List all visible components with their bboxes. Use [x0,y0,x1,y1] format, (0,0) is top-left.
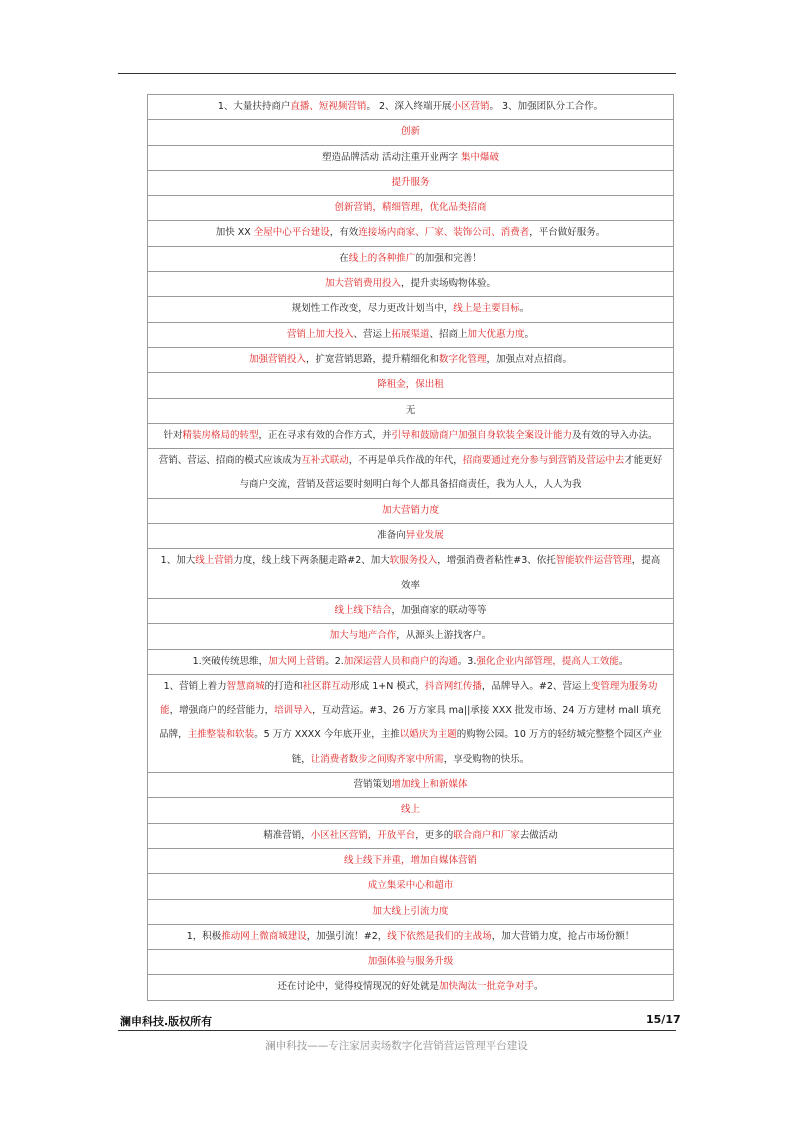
cell-text: ，不再是单兵作战的年代， [348,455,463,467]
highlight-text: 加大与地产合作 [329,630,397,642]
table-cell [148,924,674,949]
cell-text: 。 3、加强团队分工合作。 [489,101,604,112]
table-row [148,823,674,848]
cell-text: 。 [519,303,530,315]
cell-text: 。2. [325,655,344,667]
highlight-text: 联合商户和厂家 [453,829,520,841]
table-row [148,246,674,271]
table-row [148,975,674,1000]
table-cell [148,524,674,549]
table-row [148,347,674,372]
table-cell [148,322,674,347]
cell-text: ，加强点对点招商。 [486,353,573,365]
cell-text: ，平台做好服务。 [529,227,606,239]
cell-text: ，从源头上游找客户。 [396,630,492,642]
cell-text: 营销策划 [353,779,392,791]
table-row [148,120,674,145]
highlight-text: 互补式联动 [301,455,349,467]
cell-text: 营销、营运、招商的模式应该成为 [158,455,302,467]
highlight-text: 加大营销力度 [381,504,439,516]
highlight-text: 抖音网红传播 [424,680,482,692]
highlight-text: 线下依然是我们的主战场 [387,930,492,942]
cell-text: 精准营销， [263,829,311,841]
table-cell [148,649,674,674]
table-cell [148,975,674,1000]
table-body [148,95,674,1001]
table-row [148,373,674,398]
footer-copyright: 澜申科技.版权所有 [120,1015,213,1028]
table-row [148,196,674,221]
table-cell [148,246,674,271]
table-row [148,773,674,798]
highlight-text: 智慧商城 [226,680,265,692]
cell-text: 加快 XX [215,227,254,239]
cell-text: 。 [618,655,629,667]
cell-text: ，提高效率 [400,555,661,591]
table-cell [148,347,674,372]
cell-text: ，增强商户的经营能力， [169,705,275,717]
highlight-text: 加强体验与服务升级 [367,956,454,968]
highlight-text: 集中爆破 [461,151,500,163]
table-cell [148,95,674,120]
page-number: 15/17 [646,1013,681,1026]
highlight-text: 创新 [400,126,420,138]
highlight-text: 全屋中心平台建设 [253,227,330,239]
highlight-text: 软服务投入 [389,555,438,567]
cell-text: 。 2、深入终端开展 [366,101,452,112]
cell-text: 。 [534,981,544,993]
table-row [148,848,674,873]
table-cell [148,773,674,798]
table-row [148,924,674,949]
cell-text: ，加大营销力度，抢占市场份额！ [491,930,635,942]
highlight-text: 连接场内商家、厂家、装饰公司、消费者 [358,227,530,239]
highlight-text: 加大网上营销 [268,655,326,667]
table-cell [148,798,674,823]
footer-slogan: 澜申科技——专注家居卖场数字化营销营运管理平台建设 [265,1040,528,1052]
table-cell [148,145,674,170]
cell-text: ，增强消费者粘性#3、依托 [437,555,556,567]
cell-text: 。3. [457,655,477,667]
table-row [148,322,674,347]
cell-text: 去做活动 [519,829,558,841]
highlight-text: 变管理为服务功能 [160,680,658,717]
highlight-text: 小区社区营销，开放平台 [310,829,416,841]
cell-text: 1.突破传统思维， [192,655,269,667]
cell-text: 。5 万方 XXXX 今年底开业，主推 [254,729,400,741]
table-cell [148,423,674,448]
cell-text: 的购物公园。10 万方的轻纺城完整整个园区产业链， [291,729,662,765]
table-cell [148,848,674,873]
cell-text: 还在讨论中，觉得疫情现况的好处就是 [277,981,439,993]
table-row [148,798,674,823]
cell-text: ，正在寻求有效的合作方式，并 [258,429,392,441]
table-cell [148,449,674,499]
highlight-text: 推动网上微商城建设 [221,930,307,942]
cell-text: 的加强和完善！ [415,252,482,264]
table-cell [148,899,674,924]
cell-text: ，加强商家的联动等等 [391,604,487,616]
highlight-text: 加大优惠力度 [467,328,525,340]
highlight-text: 智能软件运营管理 [555,555,632,567]
table-row [148,423,674,448]
table-row [148,598,674,623]
highlight-text: 精装房格局的转型 [182,429,259,441]
highlight-text: 创新营销，精细管理，优化品类招商 [334,202,487,214]
cell-text: ，扩宽营销思路，提升精细化和 [305,353,439,365]
table-row [148,649,674,674]
cell-text: ，品牌导入。#2、营运上 [481,680,591,692]
cell-text: 及有效的导入办法。 [572,429,658,441]
highlight-text: 营销上加大投入 [286,328,354,340]
highlight-text: 培训导入 [274,705,313,717]
highlight-text: 直播、短视频营销 [290,101,367,112]
cell-text: 1、加大 [160,555,196,567]
table-row [148,950,674,975]
cell-text: 。 [524,328,535,340]
table-row [148,498,674,523]
cell-text: ，有效 [329,227,359,239]
highlight-text: 引导和鼓励商户加强自身软装全案设计能力 [391,429,573,441]
table-cell [148,120,674,145]
cell-text: 1、大量扶持商户 [217,101,291,112]
cell-text: 塑造品牌活动 活动注重开业两字 [321,151,462,163]
cell-text: ，享受购物的快乐。 [443,753,530,765]
table-cell [148,398,674,423]
table-cell [148,498,674,523]
highlight-text: 社区群互动 [302,680,351,692]
cell-text: 无 [405,404,416,416]
highlight-text: 强化企业内部管理，提高人工效能 [476,655,619,667]
table-row [148,624,674,649]
cell-text: 、营运上 [353,328,392,340]
highlight-text: 线上是主要目标 [453,303,520,315]
table-row [148,297,674,322]
table-cell [148,624,674,649]
highlight-text: 线上线下结合 [334,604,392,616]
highlight-text: 加大营销费用投入 [324,278,401,290]
table-cell [148,272,674,297]
cell-text: 在 [339,252,349,264]
feedback-table [147,94,674,1001]
table-cell [148,297,674,322]
table-cell [148,598,674,623]
highlight-text: 线上线下并重，增加自媒体营销 [343,854,477,866]
cell-text: ，加强引流！#2， [306,930,388,942]
table-row [148,449,674,499]
table-row [148,398,674,423]
table-cell [148,674,674,772]
highlight-text: 成立集采中心和超市 [367,880,454,892]
table-row [148,272,674,297]
table-row [148,95,674,120]
cell-text: ，互动营运。#3、26 万方家具 ma||承接 XXX 批发市场、24 万方建材 mall 填充品牌， [159,705,661,741]
table-row [148,899,674,924]
table-row [148,549,674,599]
table-cell [148,221,674,246]
highlight-text: 线上的各种推广 [348,252,416,264]
cell-text: 的打造和 [264,680,303,692]
highlight-text: 加强营销投入 [248,353,306,365]
table-row [148,674,674,772]
cell-text: 1、营销上着力 [163,680,227,692]
highlight-text: 降租金，保出租 [377,379,444,391]
cell-text: ，提升卖场购物体验。 [401,278,497,290]
header-rule [118,73,676,74]
highlight-text: 线上 [400,804,420,816]
cell-text: 规划性工作改变，尽力更改计划当中， [291,303,454,315]
table-row [148,221,674,246]
table-cell [148,549,674,599]
cell-text: 形成 1+N 模式， [350,680,425,692]
highlight-text: 异业发展 [405,530,444,542]
highlight-text: 线上营销 [195,555,234,567]
table-cell [148,874,674,899]
highlight-text: 拓展渠道 [391,328,430,340]
cell-text: 1，积极 [186,930,222,942]
cell-text: 才能更好与商户交流，营销及营运要时刻明白每个人都具备招商责任，我为人人，人人为我 [239,455,663,491]
cell-text: 准备向 [377,530,406,542]
highlight-text: 主推整装和软装 [187,729,255,741]
table-row [148,145,674,170]
highlight-text: 增加线上和新媒体 [391,779,468,791]
table-cell [148,170,674,195]
table-row [148,874,674,899]
table-cell [148,196,674,221]
highlight-text: 数字化管理 [439,353,487,365]
cell-text: 针对 [163,429,183,441]
cell-text: ，更多的 [415,829,454,841]
highlight-text: 小区营销 [451,101,490,112]
table-row [148,524,674,549]
table-row [148,170,674,195]
table-cell [148,373,674,398]
highlight-text: 让消费者数步之间购齐家中所需 [310,753,444,765]
cell-text: 、招商上 [429,328,468,340]
table-cell [148,823,674,848]
highlight-text: 加大线上引流力度 [372,905,449,917]
highlight-text: 提升服务 [391,176,430,188]
highlight-text: 加快淘汰一批竞争对手 [438,981,534,993]
footer-rule [118,1030,676,1031]
highlight-text: 加深运营人员和商户的沟通 [343,655,458,667]
cell-text: 力度，线上线下两条腿走路#2、加大 [233,555,390,567]
table-cell [148,950,674,975]
highlight-text: 招商要通过充分参与到营销及营运中去 [462,455,625,467]
highlight-text: 以婚庆为主题 [399,729,457,741]
